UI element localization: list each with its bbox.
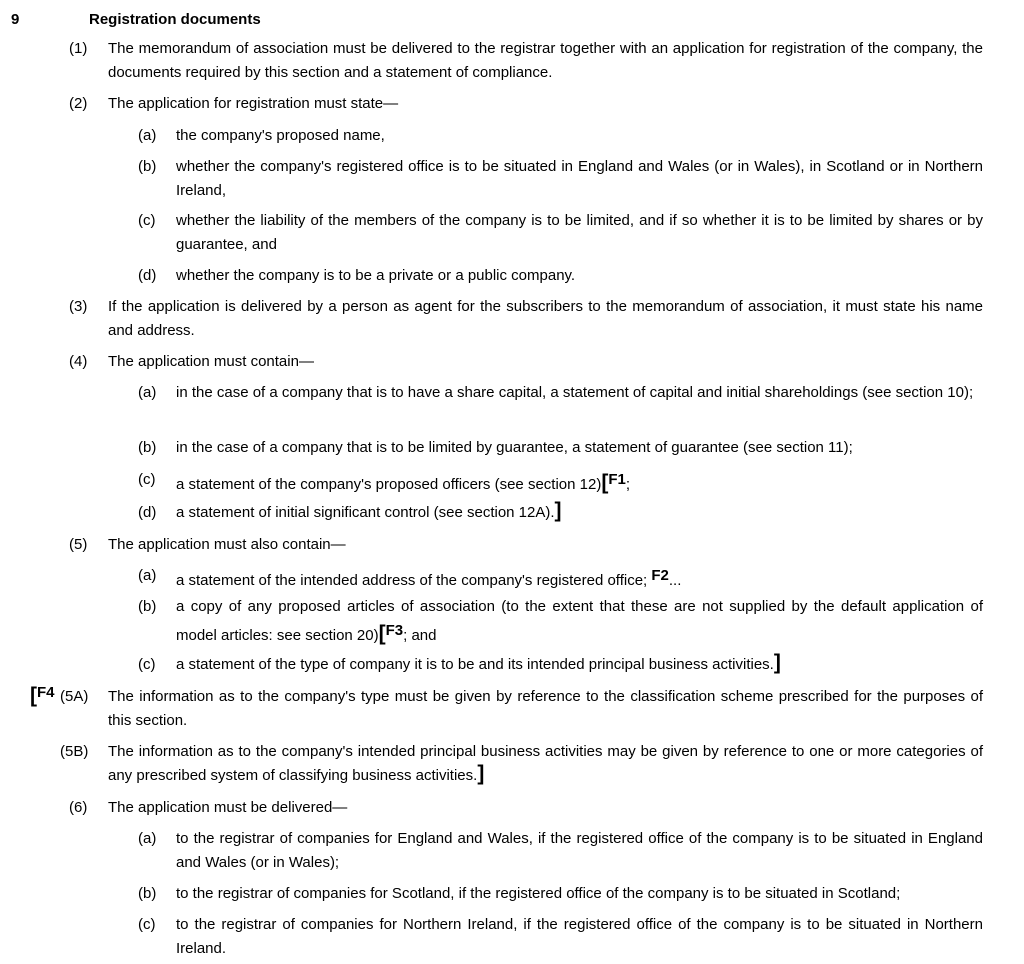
paragraph-label: (b) [138, 439, 157, 456]
amendment-close-bracket: ] [773, 651, 781, 674]
subsection-text: If the application is delivered by a person as agent for the subscribers to the memorandum of association, it must state his name and address. [108, 298, 983, 339]
section-title: Registration documents [89, 11, 261, 28]
paragraph-label: (c) [138, 471, 156, 488]
paragraph-label: (d) [138, 504, 157, 521]
paragraph-text-body: a statement of initial significant control (see section 12A). [176, 504, 555, 521]
amendment-open-bracket: [ [601, 471, 609, 494]
subsection-text: The application must be delivered— [108, 799, 348, 816]
paragraph-label: (a) [138, 567, 157, 584]
paragraph-text: whether the company's registered office is to be situated in England and Wales (or in Wales), in Scotland or in Northern Ireland, [176, 158, 983, 199]
subsection-text: The application must also contain— [108, 536, 346, 553]
paragraph-label: (a) [138, 384, 157, 401]
footnote-ref-f4[interactable]: F4 [37, 684, 55, 701]
subsection-label: (6) [69, 799, 88, 816]
footnote-ref-f1[interactable]: F1 [608, 471, 626, 488]
subsection-text [108, 740, 983, 787]
footnote-ref-f2[interactable]: F2 [651, 567, 669, 584]
paragraph-text: in the case of a company that is to be limited by guarantee, a statement of guarantee (see section 11); [176, 439, 853, 456]
subsection-text: The memorandum of association must be delivered to the registrar together with an application for registration of the company, the documents required by this section and a statement of compliance. [108, 40, 983, 81]
paragraph-text [176, 501, 562, 525]
paragraph-text-body: a statement of the intended address of the company's registered office; [176, 572, 652, 589]
paragraph-text-tail: ; and [403, 626, 437, 644]
paragraph-label: (c) [138, 212, 156, 229]
footnote-ref-f3[interactable]: F3 [385, 621, 404, 639]
subsection-text-body: The information as to the company's intended principal business activities may be given by reference to one or more categories of any prescribed system of classifying business activities. [108, 743, 983, 784]
paragraph-text [176, 653, 781, 677]
paragraph-label: (c) [138, 916, 156, 933]
subsection-label: (4) [69, 353, 88, 370]
paragraph-label: (b) [138, 885, 157, 902]
subsection-label: (5) [69, 536, 88, 553]
subsection-label: (3) [69, 298, 88, 315]
paragraph-text: in the case of a company that is to have a share capital, a statement of capital and initial shareholdings (see section 10); [176, 384, 974, 401]
paragraph-label: (b) [138, 158, 157, 175]
paragraph-text-body: a copy of any proposed articles of association (to the extent that these are not supplied by the default application of model articles: see section 20) [176, 598, 983, 644]
paragraph-text-body: a statement of the type of company it is to be and its intended principal business activities. [176, 656, 774, 673]
paragraph-text: to the registrar of companies for England and Wales, if the registered office of the company is to be situated in England and Wales (or in Wales); [176, 830, 983, 871]
paragraph-text: whether the liability of the members of the company is to be limited, and if so whether it is to be limited by shares or by guarantee, and [176, 212, 983, 253]
paragraph-text: the company's proposed name, [176, 127, 385, 144]
paragraph-label: (c) [138, 656, 156, 673]
paragraph-text: to the registrar of companies for Scotland, if the registered office of the company is to be situated in Scotland; [176, 885, 901, 902]
paragraph-text: to the registrar of companies for Northern Ireland, if the registered office of the company is to be situated in Northern Ireland. [176, 916, 983, 957]
subsection-label: (5A) [60, 688, 89, 705]
paragraph-label: (d) [138, 267, 157, 284]
subsection-text: The application must contain— [108, 353, 314, 370]
paragraph-text: whether the company is to be a private or a public company. [176, 267, 576, 284]
section-number: 9 [11, 11, 20, 28]
paragraph-text-tail: ; [625, 476, 631, 493]
subsection-text: The information as to the company's type must be given by reference to the classification scheme prescribed for the purposes of this section. [108, 688, 983, 729]
subsection-label: (5B) [60, 743, 89, 760]
amendment-close-bracket: ] [554, 499, 562, 522]
paragraph-text-body: a statement of the company's proposed officers (see section 12) [176, 476, 602, 493]
paragraph-label: (a) [138, 830, 157, 847]
paragraph-label: (b) [138, 598, 157, 615]
subsection-text: The application for registration must state— [108, 95, 399, 112]
amendment-marker [30, 684, 55, 706]
paragraph-text [176, 595, 983, 647]
paragraph-text-tail: ... [668, 572, 682, 589]
paragraph-text [176, 564, 681, 593]
paragraph-label: (a) [138, 127, 157, 144]
subsection-label: (1) [69, 40, 88, 57]
paragraph-text [176, 468, 630, 497]
subsection-label: (2) [69, 95, 88, 112]
amendment-open-bracket: [ [30, 684, 37, 707]
amendment-close-bracket: ] [477, 761, 485, 785]
amendment-open-bracket: [ [378, 621, 386, 645]
